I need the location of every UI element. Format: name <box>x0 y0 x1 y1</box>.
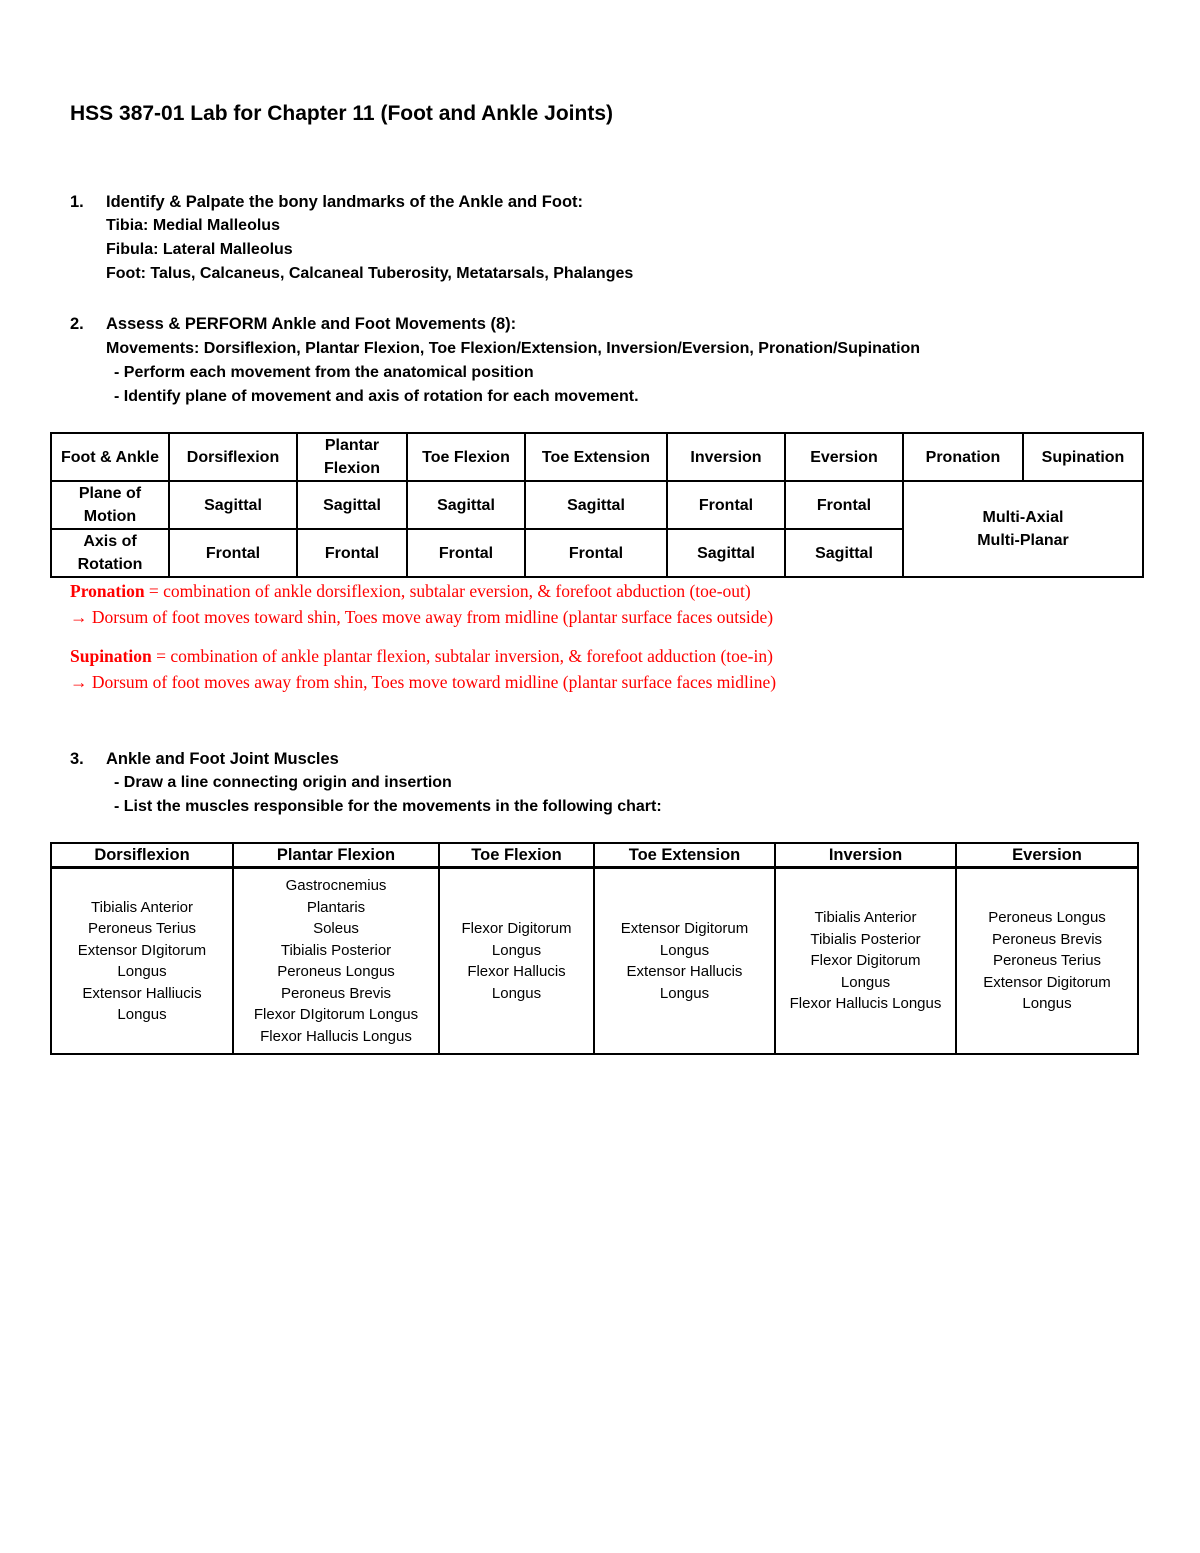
table-cell: Frontal <box>525 529 667 577</box>
muscle-name: Extensor Digitorum <box>620 920 749 937</box>
muscle-name: Longus <box>117 963 167 980</box>
section-3-title: Ankle and Foot Joint Muscles <box>106 750 339 768</box>
muscle-cell <box>439 868 594 1055</box>
muscle-name: Longus <box>491 941 542 959</box>
header-cell: Pronation <box>903 433 1023 481</box>
plane-row <box>51 481 1143 529</box>
landmark-line: Foot: Talus, Calcaneus, Calcaneal Tuberosity, Metatarsals, Phalanges <box>106 265 634 282</box>
header-cell: Eversion <box>785 433 903 481</box>
instruction-bullet: - Perform each movement from the anatomical position <box>114 364 534 381</box>
header-cell: Toe Flexion <box>439 843 594 868</box>
muscle-cell <box>233 868 439 1055</box>
table-cell: Sagittal <box>667 529 785 577</box>
section-1-title: Identify & Palpate the bony landmarks of the Ankle and Foot: <box>106 193 584 211</box>
muscle-name: Longus <box>491 984 542 1002</box>
section-1-number: 1. <box>70 193 84 211</box>
table-cell: Frontal <box>785 481 903 529</box>
table-cell: Frontal <box>297 529 407 577</box>
table-cell: Sagittal <box>169 481 297 529</box>
muscle-name: Plantaris <box>306 898 366 916</box>
muscle-name: Flexor Digitorum <box>461 920 572 937</box>
table-cell: Sagittal <box>525 481 667 529</box>
instruction-bullet: - Draw a line connecting origin and insertion <box>114 774 452 791</box>
header-cell: Plantar Flexion <box>233 843 439 868</box>
axis-label: Axis of Rotation <box>51 529 169 577</box>
header-cell: Supination <box>1023 433 1143 481</box>
muscle-name: Longus <box>117 1006 167 1023</box>
header-cell: Toe Extension <box>525 433 667 481</box>
header-cell: Eversion <box>956 843 1138 868</box>
header-cell: Toe Flexion <box>407 433 525 481</box>
section-2-title: Assess & PERFORM Ankle and Foot Movements (8): <box>106 315 517 333</box>
muscle-name: Tibialis Posterior <box>280 941 392 959</box>
movement-header-row <box>51 433 1143 481</box>
header-cell: Dorsiflexion <box>51 843 233 868</box>
muscle-row <box>51 868 1138 1055</box>
muscle-header-row <box>51 843 1138 868</box>
table-cell: Frontal <box>407 529 525 577</box>
muscle-name: Peroneus Brevis <box>280 984 392 1002</box>
muscle-table <box>50 842 1139 1055</box>
table-cell: Frontal <box>667 481 785 529</box>
muscle-name: Peroneus Terius <box>992 952 1102 970</box>
muscle-cell <box>775 868 956 1055</box>
muscle-cell <box>956 868 1138 1055</box>
muscle-cell <box>594 868 775 1055</box>
muscle-name: Tibialis Anterior <box>91 898 193 916</box>
muscle-name: Longus <box>659 941 710 959</box>
muscle-name: Peroneus Longus <box>988 909 1106 927</box>
muscle-name: Flexor Hallucis <box>467 963 566 980</box>
supination-term: Supination <box>70 646 152 666</box>
instruction-bullet: - Identify plane of movement and axis of rotation for each movement. <box>114 388 639 405</box>
merged-line: Multi-Axial <box>982 509 1064 526</box>
muscle-name: Extensor Digitorum <box>983 973 1111 991</box>
section-2-number: 2. <box>70 315 84 333</box>
supination-arrow-note: → Dorsum of foot moves away from shin, Toes move toward midline (plantar surface faces midline) <box>70 672 777 692</box>
muscle-name: Gastrocnemius <box>285 877 387 894</box>
header-cell: Toe Extension <box>594 843 775 868</box>
landmark-line: Tibia: Medial Malleolus <box>106 217 280 234</box>
table-cell: Sagittal <box>785 529 903 577</box>
instruction-bullet: - List the muscles responsible for the movements in the following chart: <box>114 798 662 815</box>
muscle-name: Soleus <box>313 920 359 937</box>
supination-definition <box>70 644 773 668</box>
muscle-name: Longus <box>659 984 710 1002</box>
muscle-name: Peroneus Terius <box>87 920 197 937</box>
muscle-name: Longus <box>840 973 891 991</box>
muscle-name: Flexor Digitorum <box>810 952 921 970</box>
page-title: HSS 387-01 Lab for Chapter 11 (Foot and Ankle Joints) <box>70 102 613 125</box>
pronation-definition <box>70 579 751 603</box>
muscle-name: Longus <box>1022 995 1072 1013</box>
supination-text: = combination of ankle plantar flexion, subtalar inversion, & forefoot adduction (toe-in) <box>151 646 773 666</box>
section-3-number: 3. <box>70 750 84 768</box>
section-2-heading <box>70 312 516 336</box>
plane-label: Plane of Motion <box>51 481 169 529</box>
section-1-heading <box>70 190 583 214</box>
header-cell: Inversion <box>775 843 956 868</box>
muscle-cell <box>51 868 233 1055</box>
pronation-arrow-note: → Dorsum of foot moves toward shin, Toes move away from midline (plantar surface faces outside) <box>70 607 774 627</box>
muscle-name: Flexor DIgitorum Longus <box>253 1006 419 1023</box>
table-cell: Sagittal <box>407 481 525 529</box>
muscle-name: Tibialis Anterior <box>814 909 917 927</box>
section-3-heading <box>70 747 339 771</box>
corner-header: Foot & Ankle <box>51 433 169 481</box>
table-cell: Frontal <box>169 529 297 577</box>
movements-line: Movements: Dorsiflexion, Plantar Flexion, Toe Flexion/Extension, Inversion/Eversion, Pronation/Supination <box>106 340 921 357</box>
movement-table <box>50 432 1144 578</box>
muscle-name: Extensor Hallucis <box>626 963 743 980</box>
pronation-text: = combination of ankle dorsiflexion, subtalar eversion, & forefoot abduction (toe-out) <box>144 581 751 601</box>
muscle-name: Peroneus Brevis <box>991 930 1103 948</box>
table-cell: Sagittal <box>297 481 407 529</box>
header-cell: Inversion <box>667 433 785 481</box>
muscle-name: Tibialis Posterior <box>810 930 921 948</box>
pronation-term: Pronation <box>70 581 145 601</box>
header-cell: Plantar Flexion <box>297 433 407 481</box>
merged-line: Multi-Planar <box>977 532 1069 549</box>
muscle-name: Extensor DIgitorum <box>77 941 207 959</box>
muscle-name: Extensor Halliucis <box>82 984 202 1002</box>
muscle-name: Flexor Hallucis Longus <box>260 1027 412 1045</box>
header-cell: Dorsiflexion <box>169 433 297 481</box>
landmark-line: Fibula: Lateral Malleolus <box>106 241 293 258</box>
muscle-name: Flexor Hallucis Longus <box>789 995 942 1013</box>
multi-axial-cell <box>903 481 1143 577</box>
muscle-name: Peroneus Longus <box>277 963 395 980</box>
